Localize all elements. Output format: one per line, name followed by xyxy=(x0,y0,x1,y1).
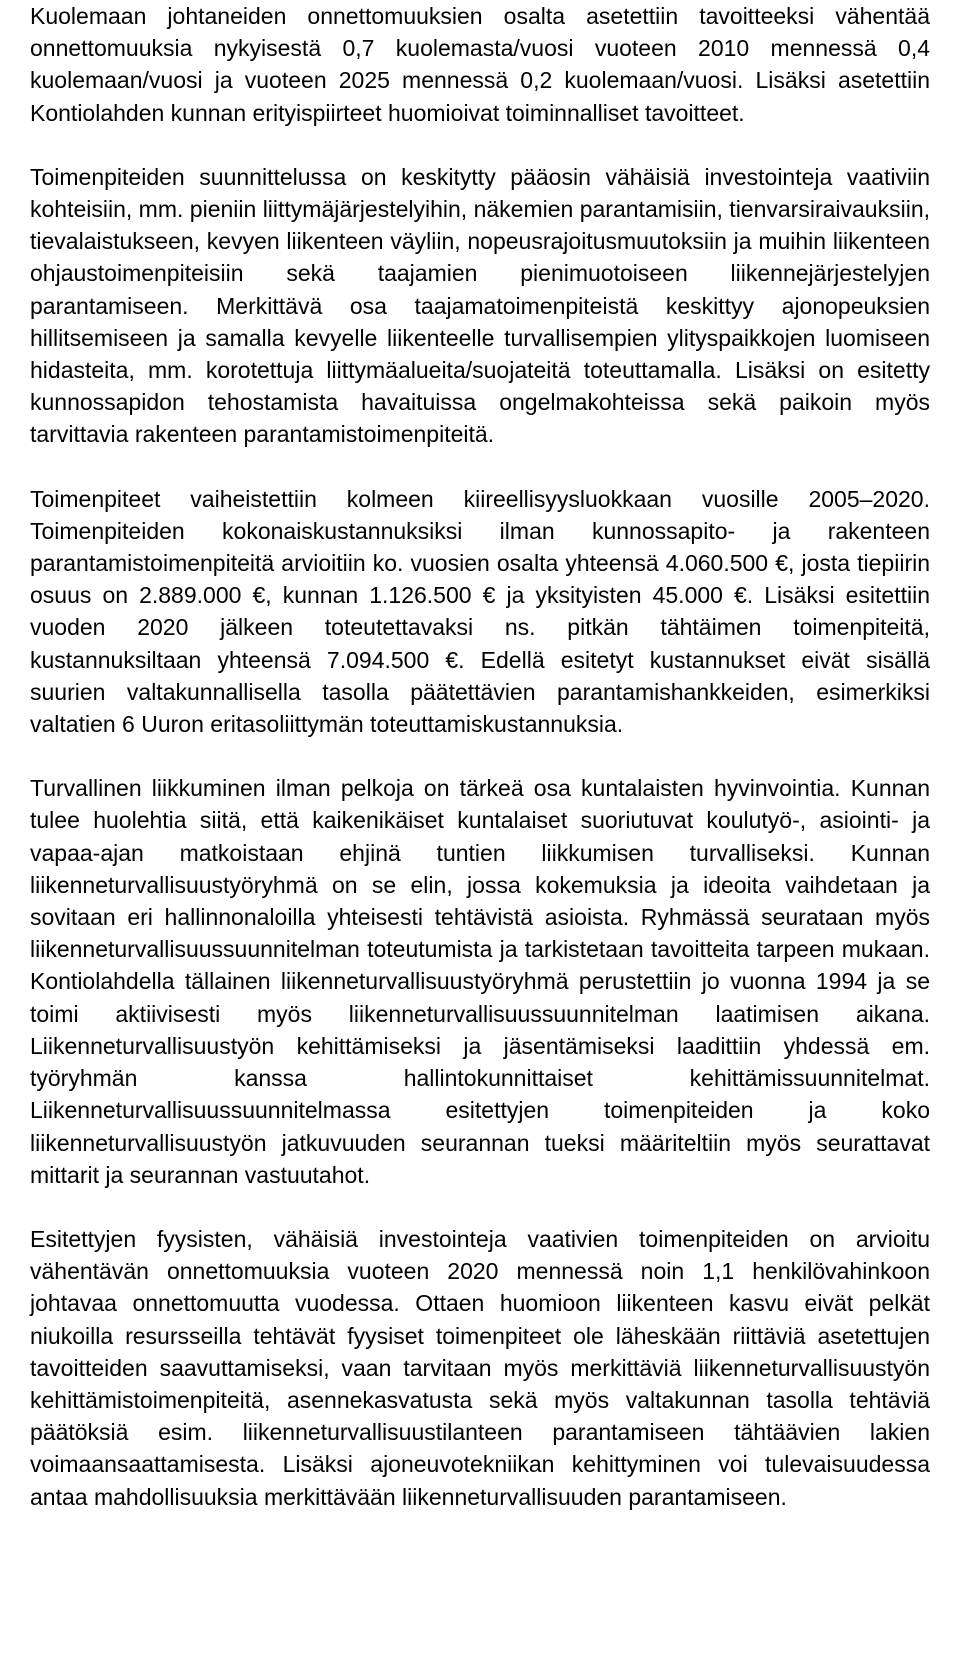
paragraph-expected-effects: Esitettyjen fyysisten, vähäisiä investointeja vaativien toimenpiteiden on arvioitu vähentävän onnettomuuksia vuoteen 2020 mennessä noin 1,1 henkilövahinkoon johtavaa onnettomuutta vuodessa. Ottaen huomioon liikenteen kasvu eivät pelkät niukoilla resursseilla tehtävät fyysiset toimenpiteet ole läheskään riittäviä asetettujen tavoitteiden saavuttamiseksi, vaan tarvitaan myös merkittäviä liikenneturvallisuustyön kehittämistoimenpiteitä, asennekasvatusta sekä myös valtakunnan tasolla tehtäviä päätöksiä esim. liikenneturvallisuustilanteen parantamiseen tähtäävien lakien voimaansaattamisesta. Lisäksi ajoneuvotekniikan kehittyminen voi tulevaisuudessa antaa mahdollisuuksia merkittävään liikenneturvallisuuden parantamiseen. xyxy=(30,1225,930,1510)
paragraph-fatality-targets: Kuolemaan johtaneiden onnettomuuksien osalta asetettiin tavoitteeksi vähentää onnettomuuksia nykyisestä 0,7 kuolemasta/vuosi vuoteen 2010 mennessä 0,4 kuolemaan/vuosi ja vuoteen 2025 mennessä 0,2 kuolemaan/vuosi. Lisäksi asetettiin Kontiolahden kunnan erityispiirteet huomioivat toiminnalliset tavoitteet. xyxy=(30,3,930,126)
paragraph-safety-workgroup: Turvallinen liikkuminen ilman pelkoja on tärkeä osa kuntalaisten hyvinvointia. Kunnan tulee huolehtia siitä, että kaikenikäiset kuntalaiset suoriutuvat koulutyö-, asiointi- ja vapaa-ajan matkoistaan ehjinä tuntien liikkumisen turvalliseksi. Kunnan liikenneturvallisuustyöryhmä on se elin, jossa kokemuksia ja ideoita vaihdetaan ja sovitaan eri hallinnonaloilla yhteisesti tehtävistä asioista. Ryhmässä seurataan myös liikenneturvallisuussuunnitelman toteutumista ja tarkistetaan tavoitteita tarpeen mukaan. Kontiolahdella tällainen liikenneturvallisuustyöryhmä perustettiin jo vuonna 1994 ja se toimi aktiivisesti myös liikenneturvallisuussuunnitelman laatimisen aikana. Liikenneturvallisuustyön kehittämiseksi ja jäsentämiseksi laadittiin yhdessä em. työryhmän kanssa hallintokunnittaiset kehittämissuunnitelmat. Liikenneturvallisuussuunnitelmassa esitettyjen toimenpiteiden ja koko liikenneturvallisuustyön jatkuvuuden seurannan tueksi määriteltiin myös seurattavat mittarit ja seurannan vastuutahot. xyxy=(30,775,930,1188)
document-page xyxy=(30,0,930,1513)
paragraph-costs-phasing: Toimenpiteet vaiheistettiin kolmeen kiireellisyysluokkaan vuosille 2005–2020. Toimenpiteiden kokonaiskustannuksiksi ilman kunnossapito- ja rakenteen parantamistoimenpiteitä arvioitiin ko. vuosien osalta yhteensä 4.060.500 €, josta tiepiirin osuus on 2.889.000 €, kunnan 1.126.500 € ja yksityisten 45.000 €. Lisäksi esitettiin vuoden 2020 jälkeen toteutettavaksi ns. pitkän tähtäimen toimenpiteitä, kustannuksiltaan yhteensä 7.094.500 €. Edellä esitetyt kustannukset eivät sisällä suurien valtakunnallisella tasolla päätettävien parantamishankkeiden, esimerkiksi valtatien 6 Uuron eritasoliittymän toteuttamiskustannuksia. xyxy=(30,485,930,738)
paragraph-planned-measures: Toimenpiteiden suunnittelussa on keskitytty pääosin vähäisiä investointeja vaativiin kohteisiin, mm. pieniin liittymäjärjestelyihin, näkemien parantamisiin, tienvarsiraivauksiin, tievalaistukseen, kevyen liikenteen väyliin, nopeusrajoitusmuutoksiin ja muihin liikenteen ohjaustoimenpiteisiin sekä taajamien pienimuotoiseen liikennejärjestelyjen parantamiseen. Merkittävä osa taajamatoimenpiteistä keskittyy ajonopeuksien hillitsemiseen ja samalla kevyelle liikenteelle turvallisempien ylityspaikkojen luomiseen hidasteita, mm. korotettuja liittymäalueita/suojateitä toteuttamalla. Lisäksi on esitetty kunnossapidon tehostamista havaituissa ongelmakohteissa sekä paikoin myös tarvittavia rakenteen parantamistoimenpiteitä. xyxy=(30,163,930,448)
